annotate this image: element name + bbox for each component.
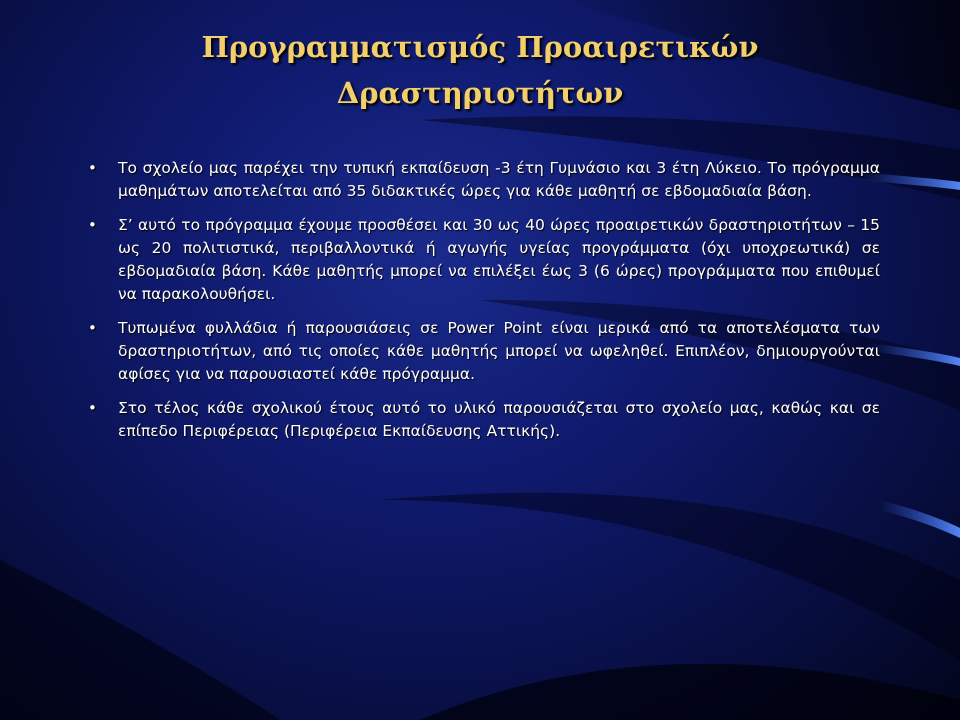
bullet-item bbox=[88, 317, 880, 386]
bullet-item bbox=[88, 214, 880, 306]
blue-streak-3 bbox=[880, 500, 960, 538]
slide-title bbox=[0, 24, 960, 116]
bullet-item bbox=[88, 157, 880, 203]
bullet-text: Το σχολείο μας παρέχει την τυπική εκπαίδευση -3 έτη Γυμνάσιο και 3 έτη Λύκειο. Το πρόγραμμα μαθημάτων αποτελείται από 35 διδακτικές ώρες για κάθε μαθητή σε εβδομαδιαία βάση. bbox=[118, 159, 880, 200]
title-line-2: Δραστηριοτήτων bbox=[336, 76, 624, 110]
dark-sweep-lower bbox=[380, 493, 960, 660]
title-line-1: Προγραμματισμός Προαιρετικών bbox=[201, 30, 759, 64]
dark-corner-left bbox=[0, 560, 280, 720]
bullet-text: Στο τέλος κάθε σχολικού έτους αυτό το υλικό παρουσιάζεται στο σχολείο μας, καθώς και σε επίπεδο Περιφέρειας (Περιφέρεια Εκπαίδευσης Αττικής). bbox=[118, 399, 880, 440]
bullet-list bbox=[88, 157, 880, 454]
bullet-icon: • bbox=[88, 216, 97, 234]
bullet-item bbox=[88, 397, 880, 443]
dark-sweep-bottom bbox=[420, 664, 960, 720]
bullet-icon: • bbox=[88, 159, 97, 177]
bullet-text: Σ’ αυτό το πρόγραμμα έχουμε προσθέσει και 30 ως 40 ώρες προαιρετικών δραστηριοτήτων – 15 ως 20 πολιτιστικά, περιβαλλοντικά ή αγωγής υγείας προγράμματα (όχι υποχρεωτικά) σε εβδομαδιαία βάση. Κάθε μαθητής μπορεί να επιλέξει έως 3 (6 ώρες) προγράμματα που επιθυμεί να παρακολουθήσει. bbox=[118, 216, 880, 303]
bullet-icon: • bbox=[88, 319, 97, 337]
bullet-text: Τυπωμένα φυλλάδια ή παρουσιάσεις σε Power Point είναι μερικά από τα αποτελέσματα των δραστηριοτήτων, από τις οποίες κάθε μαθητής μπορεί να ωφεληθεί. Επιπλέον, δημιουργούνται αφίσες για να παρουσιαστεί κάθε πρόγραμμα. bbox=[118, 319, 880, 383]
bullet-icon: • bbox=[88, 399, 97, 417]
